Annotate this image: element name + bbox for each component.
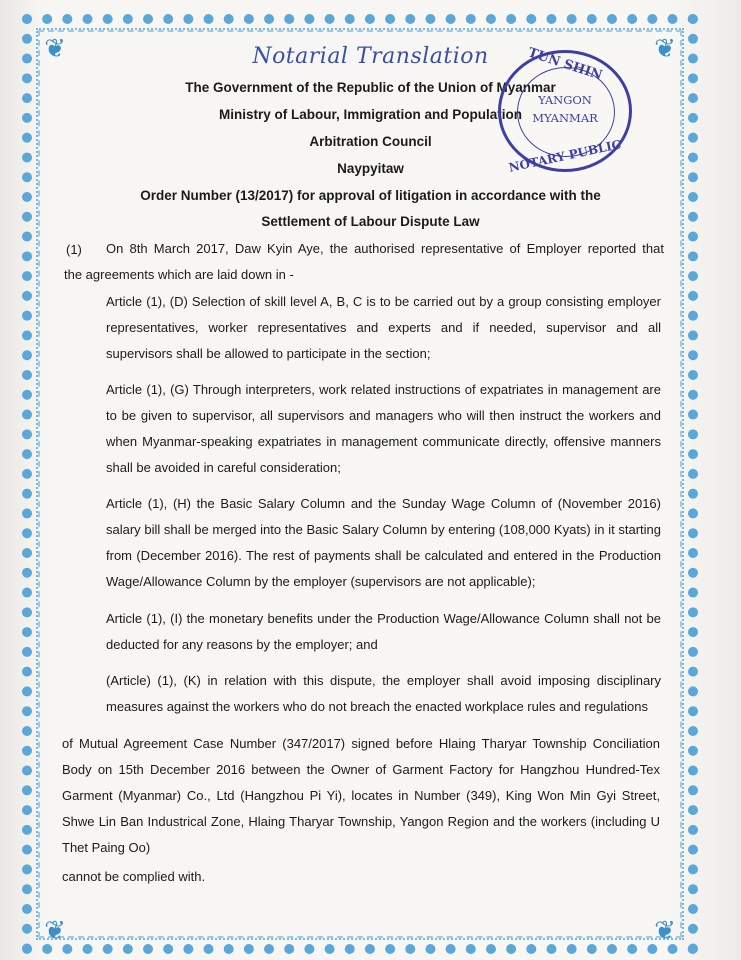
corner-ornament-icon: ❦ [654, 916, 676, 946]
item-number: (1) [66, 242, 82, 257]
stamp-bottom-text: NOTARY PUBLIC [507, 137, 623, 175]
article-i: Article (1), (I) the monetary benefits under the Production Wage/Allowance Column shall not be deducted for any reasons by the employer; and [106, 611, 661, 652]
corner-ornament-icon: ❦ [654, 34, 676, 64]
stamp-middle-text: MYANMAR [532, 111, 598, 125]
notary-stamp [498, 45, 632, 175]
ministry-heading: Ministry of Labour, Immigration and Population [218, 107, 522, 122]
corner-ornament-icon: ❦ [44, 916, 66, 946]
article-h: Article (1), (H) the Basic Salary Column and the Sunday Wage Column of (November 2016) salary bill shall be merged into the Basic Salary Column by entering (108,000 Kyats) in it starting from (December 2016). The rest of payments shall be calculated and entered in the Production Wage/Allowance Column by the employer (supervisors are not applicable); [106, 496, 661, 589]
closing-line: cannot be complied with. [62, 869, 206, 884]
notarial-translation-title: Notarial Translation [252, 44, 489, 69]
mutual-agreement-paragraph: of Mutual Agreement Case Number (347/2017) signed before Hlaing Tharyar Township Conciliation Body on 15th December 2016 between the Owner of Garment Factory for Hangzhou Hundred-Tex Garment (Myanmar) Co., Ltd (Hangzhou Pi Yi), locates in Number (349), King Won Min Gyi Street, Shwe Lin Ban Industrical Zone, Hlaing Tharyar Township, Yangon Region and the workers (including U Thet Paing Oo) [62, 736, 660, 855]
order-title-line1: Order Number (13/2017) for approval of litigation in accordance with the [140, 188, 601, 203]
city-heading: Naypyitaw [337, 161, 404, 176]
intro-line-2: the agreements which are laid down in - [64, 267, 294, 282]
article-g: Article (1), (G) Through interpreters, work related instructions of expatriates in management are to be given to supervisor, all supervisors and managers who will then instruct the workers and when Myanmar-speaking expatriates in management communicate directly, offensive manners shall be avoided in careful consideration; [106, 382, 661, 475]
stamp-top-text: TUN SHIN [526, 45, 604, 84]
article-k: (Article) (1), (K) in relation with this dispute, the employer shall avoid imposing disciplinary measures against the workers who do not breach the enacted workplace rules and regulations [106, 673, 661, 714]
corner-ornament-icon: ❦ [44, 34, 66, 64]
intro-line-1: On 8th March 2017, Daw Kyin Aye, the authorised representative of Employer reported that [106, 241, 664, 256]
council-heading: Arbitration Council [309, 134, 432, 149]
government-heading: The Government of the Republic of the Union of Myanmar [185, 80, 556, 95]
stamp-middle-text: YANGON [538, 93, 592, 107]
order-title-line2: Settlement of Labour Dispute Law [261, 214, 480, 229]
article-d: Article (1), (D) Selection of skill level A, B, C is to be carried out by a group consisting employer representatives, worker representatives and experts and if needed, supervisor and all supervisors shall be allowed to participate in the section; [106, 294, 661, 361]
